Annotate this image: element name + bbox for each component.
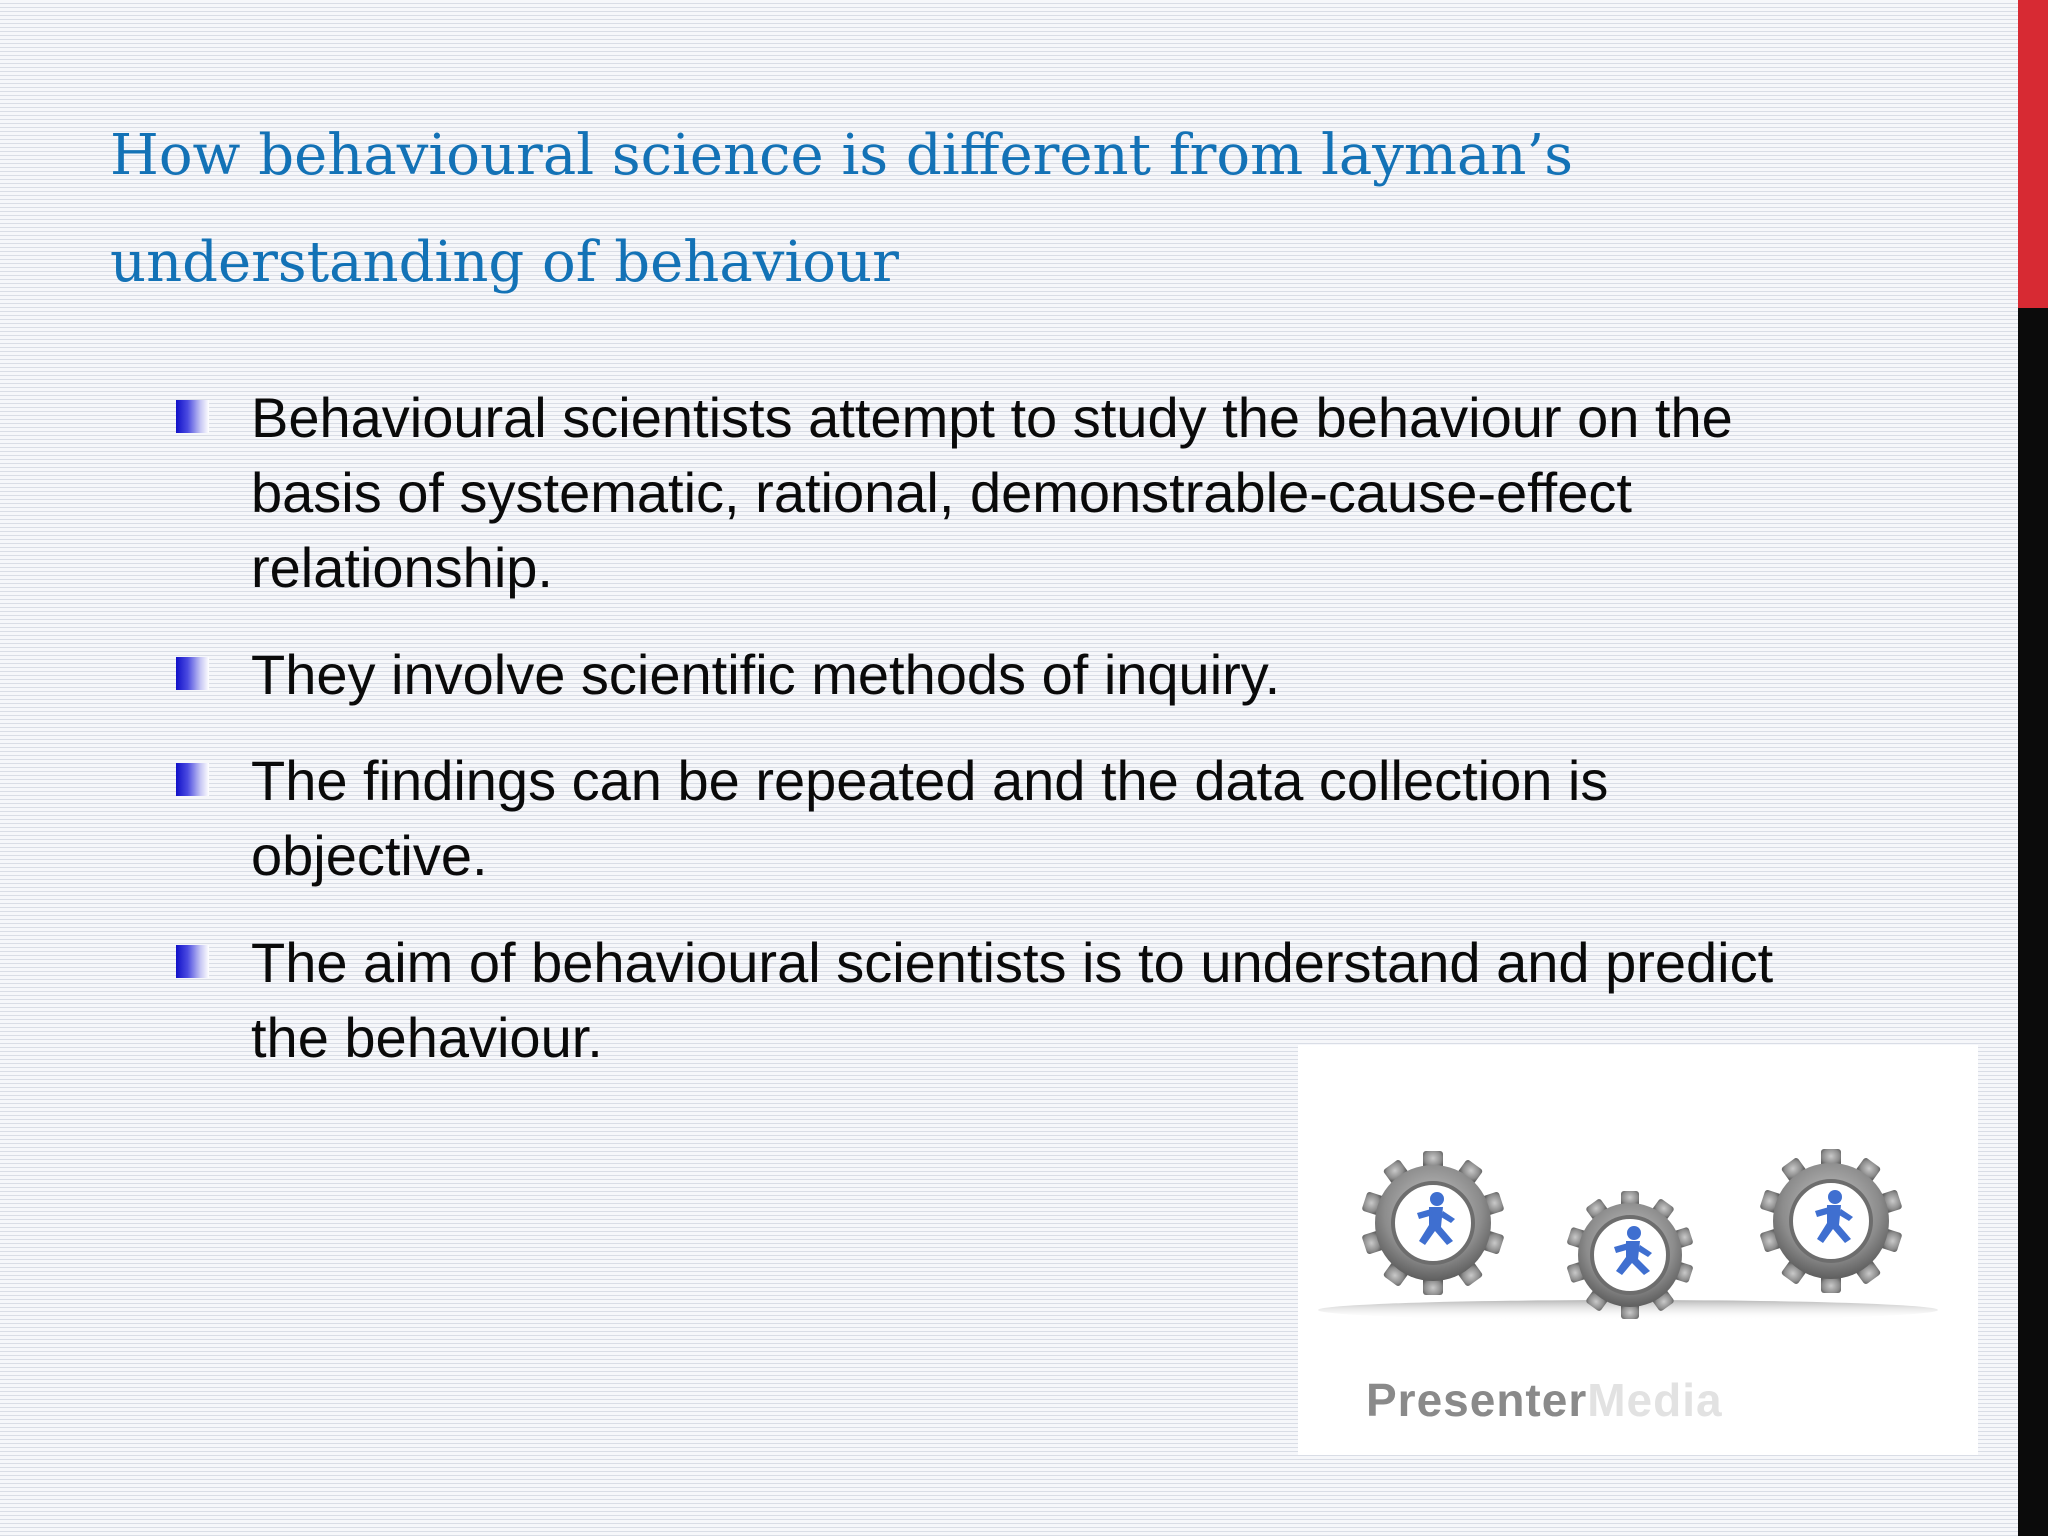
square-bullet-icon	[176, 763, 209, 796]
gear-icon	[1361, 1151, 1504, 1295]
gear-icon	[1759, 1149, 1902, 1293]
square-bullet-icon	[176, 400, 209, 433]
square-bullet-icon	[176, 657, 209, 690]
square-bullet-icon	[176, 945, 209, 978]
gear-icon	[1566, 1191, 1693, 1319]
logo-wordmark	[1366, 1373, 1723, 1427]
bullet-text: Behavioural scientists attempt to study the behaviour on the basis of systematic, rational, demonstrable-cause-effect relationship.	[251, 386, 1733, 599]
bullet-text: The aim of behavioural scientists is to understand and predict the behaviour.	[251, 931, 1774, 1069]
logo-wordmark-part1: Presenter	[1366, 1374, 1588, 1426]
presentermedia-logo-image	[1298, 1045, 1978, 1455]
bullet-text: They involve scientific methods of inquiry.	[251, 643, 1281, 706]
logo-wordmark-part2: Media	[1587, 1374, 1723, 1426]
bullet-text: The findings can be repeated and the data collection is objective.	[251, 749, 1609, 887]
slide-title: How behavioural science is different from layman’s understanding of behaviour	[110, 123, 1573, 295]
